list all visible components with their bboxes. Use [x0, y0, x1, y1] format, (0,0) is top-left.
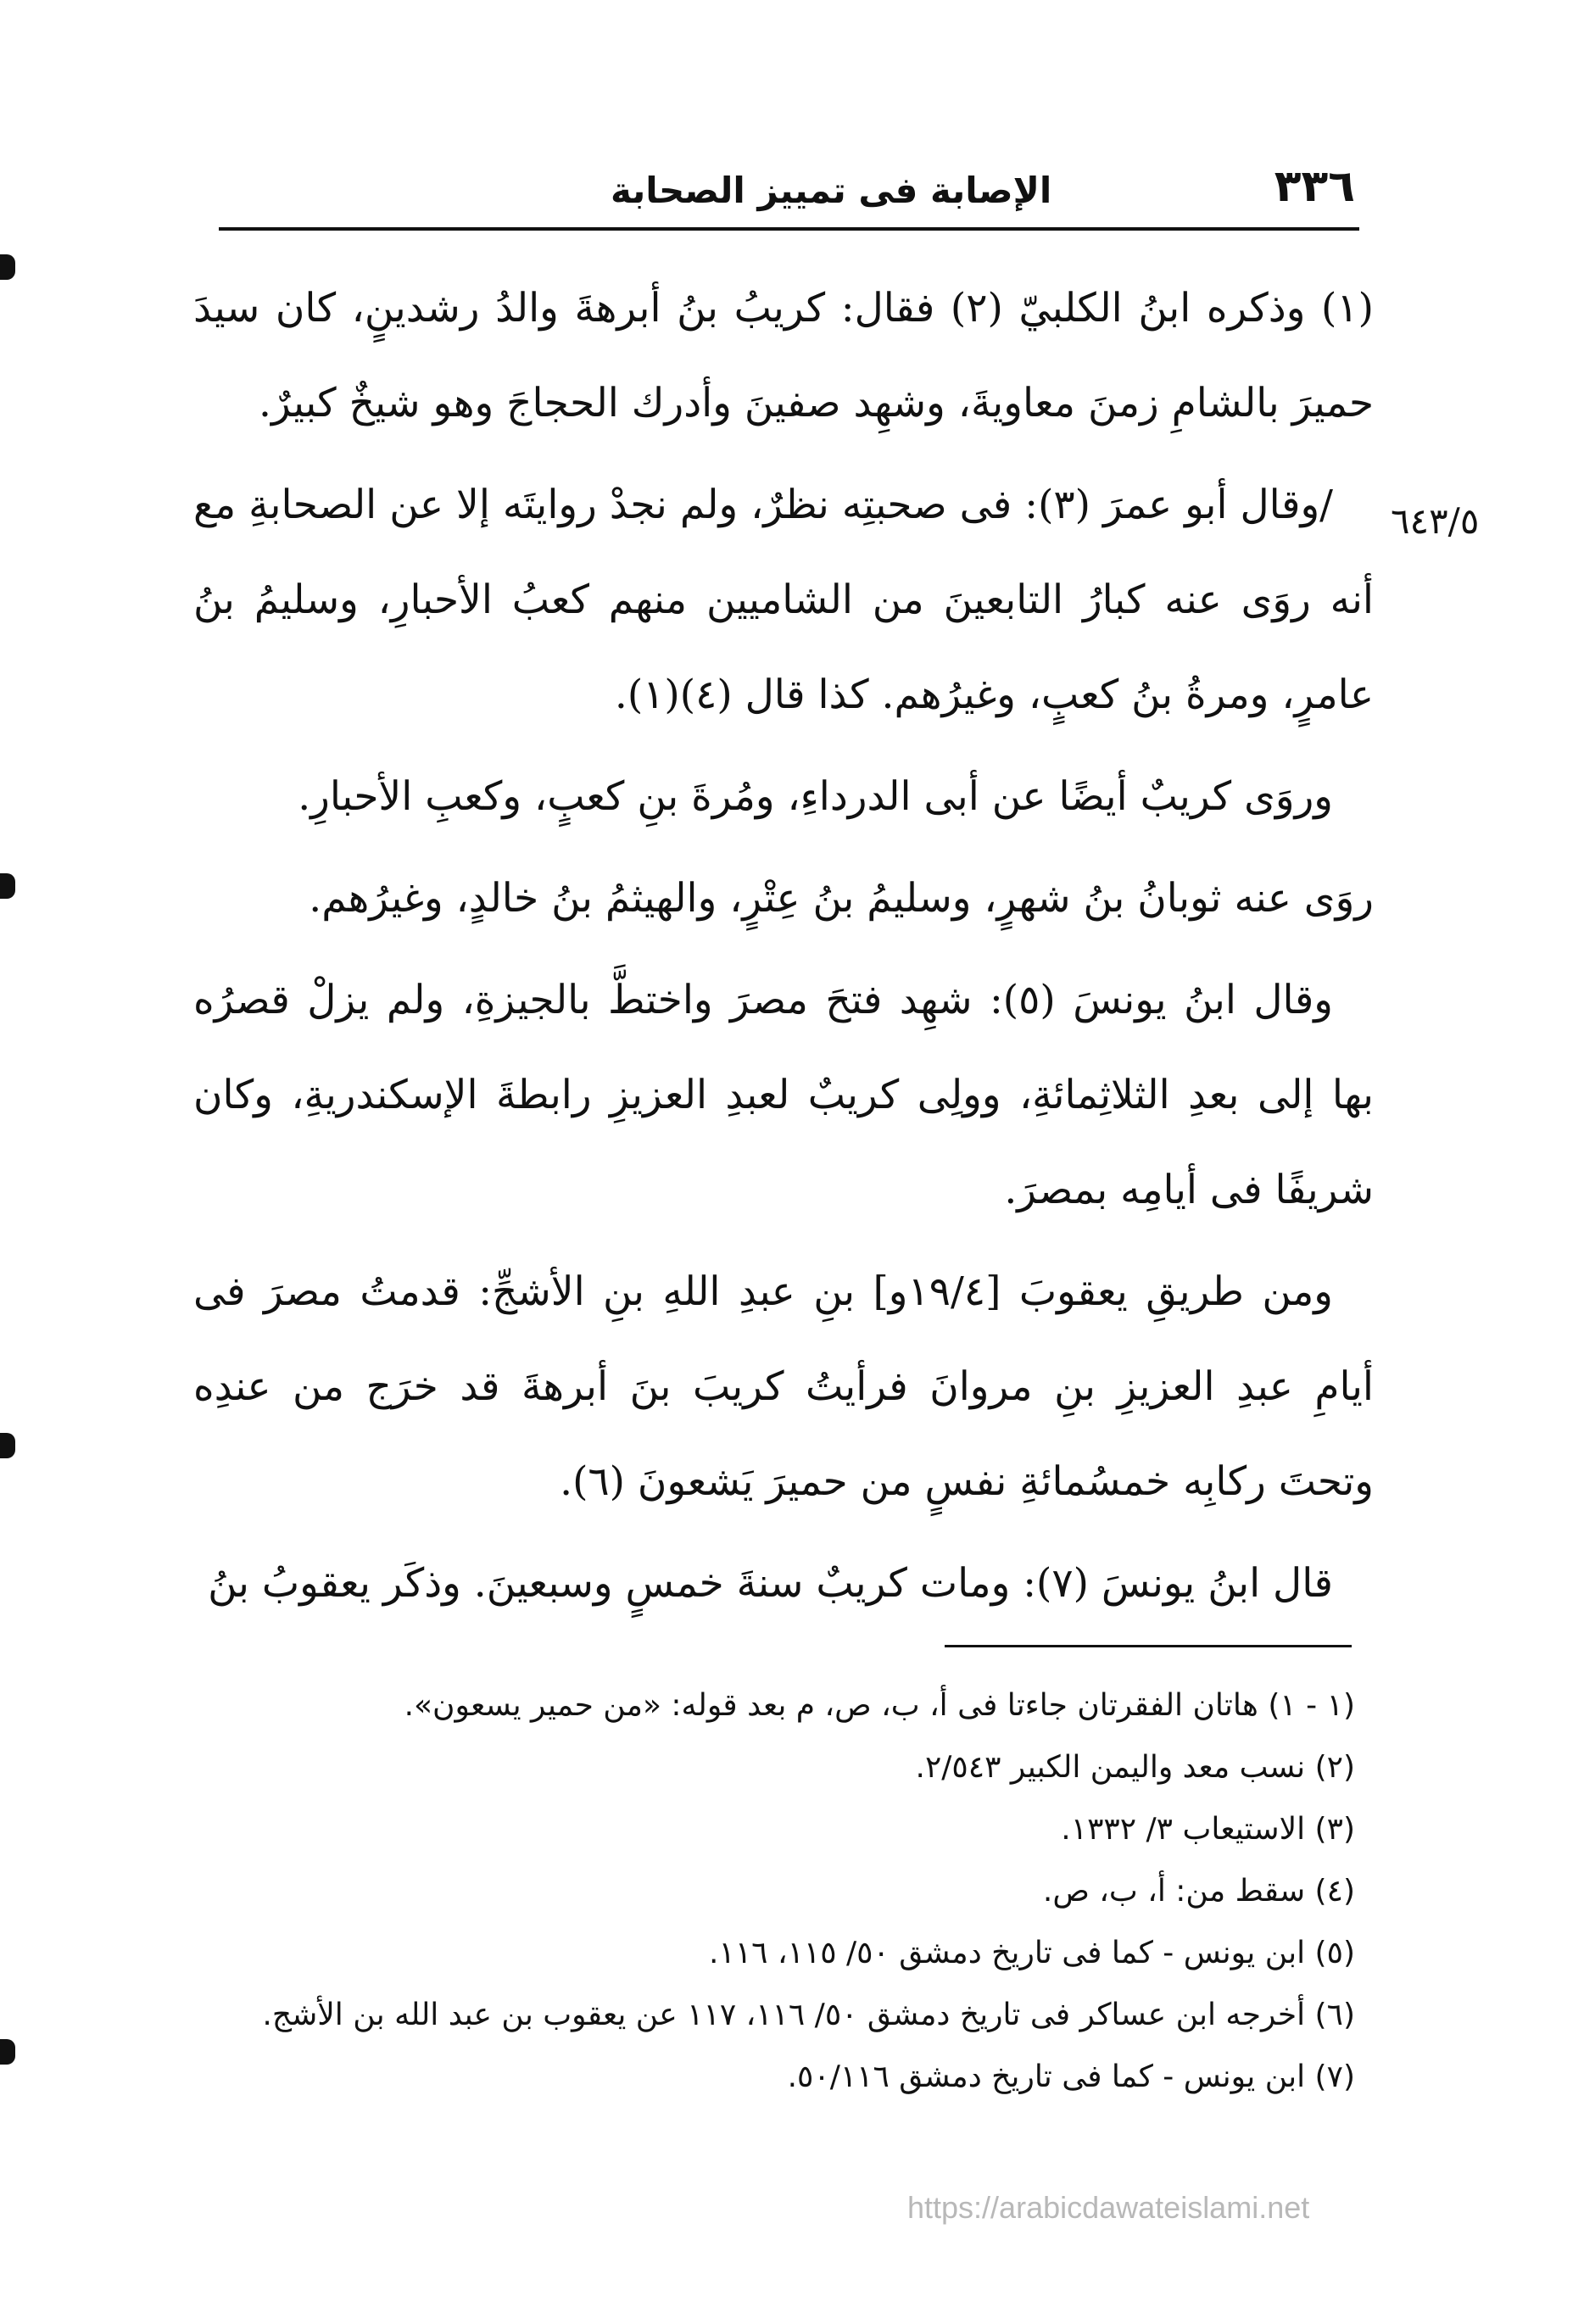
paragraph: ومن طريقِ يعقوبَ [١٩/٤و] بنِ عبدِ اللهِ بنِ الأشجِّ: قدمتُ مصرَ فى أيامِ عبدِ العزيزِ بنِ مروانَ فرأيتُ كريبَ بنَ أبرهةَ قد خرَج من عندِه وتحتَ ركابِه خمسُمائةِ نفسٍ من حميرَ يَشعونَ (٦). — [193, 1268, 1374, 1505]
paragraph: /وقال أبو عمرَ (٣): فى صحبتِه نظرٌ، ولم نجدْ روايتَه إلا عن الصحابةِ مع أنه روَى عنه كبارُ التابعينَ من الشاميين منهم كعبُ الأحبارِ، وسليمُ بنُ عامرٍ، ومرةُ بنُ كعبٍ، وغيرُهم. كذا قال (٤)(١). — [193, 482, 1374, 718]
paragraph: وروَى كريبٌ أيضًا عن أبى الدرداءِ، ومُرةَ بنِ كعبٍ، وكعبِ الأحبارِ. — [298, 773, 1333, 820]
watermark-url: https://arabicdawateislami.net — [907, 2190, 1310, 2225]
scan-edge-mark — [0, 1433, 15, 1458]
paragraph: وقال ابنُ يونسَ (٥): شهِد فتحَ مصرَ واختطَّ بالجيزةِ، ولم يزلْ قصرُه بها إلى بعدِ الثلاثِمائةِ، وولِى كريبٌ لعبدِ العزيزِ رابطةَ الإسكندريةِ، وكان شريفًا فى أيامِه بمصرَ. — [193, 977, 1374, 1213]
paragraph: قال ابنُ يونسَ (٧): ومات كريبٌ سنةَ خمسٍ وسبعينَ. وذكَر يعقوبُ بنُ — [208, 1560, 1333, 1607]
footnote-divider — [945, 1645, 1352, 1647]
header-divider — [219, 227, 1359, 231]
book-title: الإصابة فى تمييز الصحابة — [611, 170, 1052, 211]
footnote: (١ - ١) هاتان الفقرتان جاءتا فى أ، ب، ص، م بعد قوله: «من حمير يسعون». — [404, 1688, 1355, 1723]
footnote: (٣) الاستيعاب ٣/ ١٣٣٢. — [1061, 1812, 1355, 1847]
scan-edge-mark — [0, 873, 15, 899]
footnote: (٦) أخرجه ابن عساكر فى تاريخ دمشق ٥٠/ ١١٦، ١١٧ عن يعقوب بن عبد الله بن الأشج. — [262, 1998, 1355, 2032]
page-number: ٣٣٦ — [1274, 161, 1355, 212]
footnote: (٢) نسب معد واليمن الكبير ٢/٥٤٣. — [915, 1750, 1355, 1785]
paragraph: روَى عنه ثوبانُ بنُ شهرٍ، وسليمُ بنُ عِتْرٍ، والهيثمُ بنُ خالدٍ، وغيرُهم. — [309, 875, 1374, 922]
margin-page-reference: ٦٤٣/٥ — [1391, 500, 1480, 542]
scan-edge-mark — [0, 254, 15, 280]
footnote: (٥) ابن يونس - كما فى تاريخ دمشق ٥٠/ ١١٥، ١١٦. — [709, 1936, 1355, 1970]
footnotes — [193, 1675, 1355, 2108]
paragraph: (١) وذكره ابنُ الكلبيّ (٢) فقال: كريبُ بنُ أبرهةَ والدُ رشدينٍ، كان سيدَ حميرَ بالشامِ زمنَ معاويةَ، وشهِد صفينَ وأدرك الحجاجَ وهو شيخٌ كبيرٌ. — [193, 285, 1374, 426]
scan-edge-mark — [0, 2039, 15, 2065]
main-text — [193, 261, 1374, 1638]
footnote: (٧) ابن يونس - كما فى تاريخ دمشق ٥٠/١١٦. — [787, 2059, 1355, 2094]
footnote: (٤) سقط من: أ، ب، ص. — [1042, 1874, 1355, 1909]
